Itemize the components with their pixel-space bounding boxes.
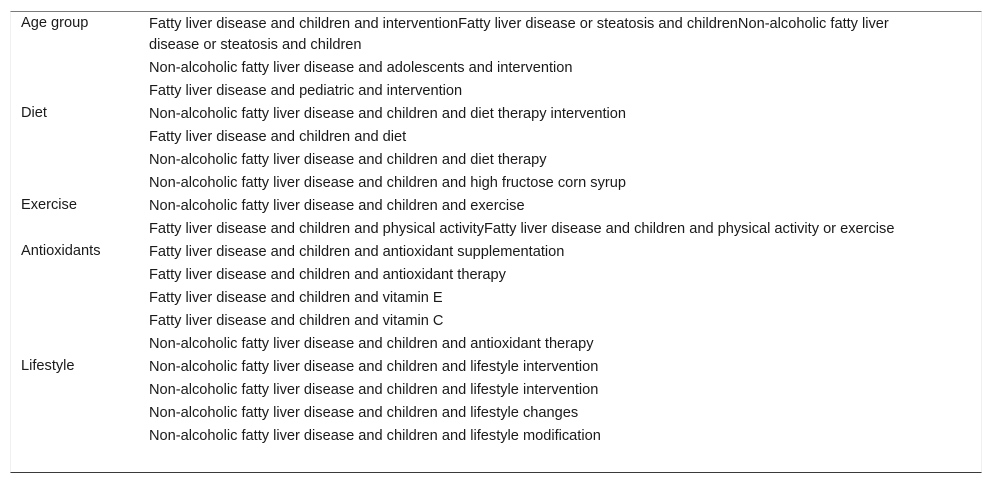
search-term-cell: Non-alcoholic fatty liver disease and children and lifestyle intervention: [149, 359, 599, 375]
search-term-cell: Non-alcoholic fatty liver disease and adolescents and intervention: [149, 60, 573, 76]
search-term-cell: Non-alcoholic fatty liver disease and children and antioxidant therapy: [149, 336, 594, 352]
search-term-cell: Fatty liver disease and children and interventionFatty liver disease or steatosis and childrenNon-alcoholic fatty liver disease or steatosis and children: [149, 16, 889, 53]
table-row: [11, 13, 981, 57]
table-row: [11, 264, 981, 287]
search-term-cell: Non-alcoholic fatty liver disease and children and lifestyle changes: [149, 405, 579, 421]
table-row: [11, 195, 981, 218]
search-term-cell: Fatty liver disease and children and vitamin C: [149, 313, 444, 329]
search-terms-table-container: [10, 11, 982, 473]
category-cell: [11, 287, 149, 310]
table-row: [11, 356, 981, 379]
category-cell: [11, 310, 149, 333]
search-term-cell: Non-alcoholic fatty liver disease and children and high fructose corn syrup: [149, 175, 626, 191]
table-row: [11, 287, 981, 310]
category-cell: [11, 402, 149, 425]
search-term-cell: Fatty liver disease and children and vitamin E: [149, 290, 443, 306]
table-row: [11, 333, 981, 356]
category-cell: Lifestyle: [21, 358, 75, 374]
search-term-cell: Fatty liver disease and children and diet: [149, 129, 407, 145]
table-row: [11, 379, 981, 402]
search-term-cell: Non-alcoholic fatty liver disease and children and diet therapy: [149, 152, 547, 168]
category-cell: [11, 80, 149, 103]
category-cell: Antioxidants: [21, 243, 101, 259]
search-terms-table: [11, 13, 981, 448]
table-row: [11, 126, 981, 149]
search-term-cell: Fatty liver disease and pediatric and intervention: [149, 83, 463, 99]
category-cell: [11, 172, 149, 195]
table-row: [11, 218, 981, 241]
table-row: [11, 310, 981, 333]
search-term-cell: Fatty liver disease and children and physical activityFatty liver disease and children and physical activity or exercise: [149, 221, 895, 237]
search-term-cell: Non-alcoholic fatty liver disease and children and diet therapy intervention: [149, 106, 627, 122]
table-row: [11, 402, 981, 425]
search-term-cell: Fatty liver disease and children and antioxidant therapy: [149, 267, 506, 283]
search-term-cell: Non-alcoholic fatty liver disease and children and lifestyle intervention: [149, 382, 599, 398]
table-row: [11, 80, 981, 103]
category-cell: Exercise: [21, 197, 77, 213]
category-cell: [11, 218, 149, 241]
table-row: [11, 57, 981, 80]
category-cell: [11, 379, 149, 402]
search-term-cell: Non-alcoholic fatty liver disease and children and lifestyle modification: [149, 428, 601, 444]
search-term-cell: Non-alcoholic fatty liver disease and children and exercise: [149, 198, 525, 214]
search-term-cell: Fatty liver disease and children and antioxidant supplementation: [149, 244, 565, 260]
table-row: [11, 241, 981, 264]
category-cell: [11, 333, 149, 356]
category-cell: [11, 425, 149, 448]
category-cell: Age group: [21, 15, 89, 31]
table-row: [11, 425, 981, 448]
category-cell: [11, 57, 149, 80]
table-row: [11, 149, 981, 172]
table-row: [11, 103, 981, 126]
table-row: [11, 172, 981, 195]
category-cell: [11, 126, 149, 149]
category-cell: [11, 264, 149, 287]
category-cell: [11, 149, 149, 172]
table-body: [11, 13, 981, 448]
category-cell: Diet: [21, 105, 47, 121]
